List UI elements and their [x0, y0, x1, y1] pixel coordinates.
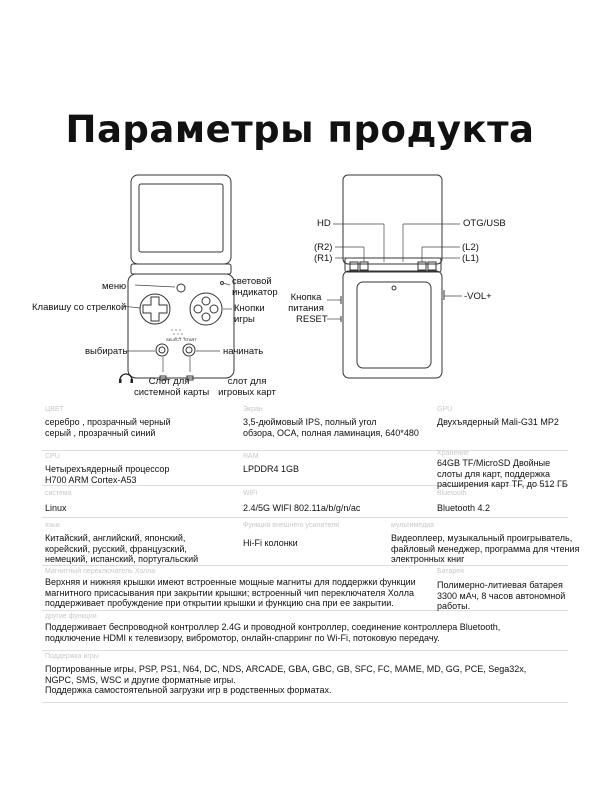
- spec-heading: RAM: [243, 453, 259, 460]
- spec-ram: [243, 452, 428, 475]
- spec-value: Bluetooth 4.2: [437, 503, 491, 513]
- spec-battery: [437, 567, 587, 612]
- row-divider: [42, 565, 568, 566]
- front-body: [128, 274, 234, 378]
- spec-value: Поддерживает беспроводной контроллер 2.4G и проводной контроллер, соединение контроллера Bluetooth, подключение HDMI к телевизору, вибромотор, онлайн-спарринг по Wi-Fi, потоковую передачу.: [45, 622, 501, 643]
- spec-amplifier: [243, 521, 393, 549]
- r-trigger: [350, 262, 358, 270]
- start-button: [183, 344, 195, 356]
- label-slot-games: слот для игровых карт: [218, 376, 276, 398]
- label-r1: (R1): [314, 253, 333, 264]
- spec-heading: CPU: [45, 453, 60, 460]
- spec-heading: другие функции: [45, 613, 97, 620]
- spec-cpu: [45, 452, 230, 485]
- spec-language: [45, 521, 235, 565]
- label-vol: -VOL+: [464, 291, 492, 302]
- spec-heading: мультимедиа: [391, 522, 434, 529]
- label-reset: RESET: [296, 314, 328, 325]
- label-otg: OTG/USB: [463, 218, 506, 229]
- spec-value: 64GB TF/MicroSD Двойные слоты для карт, поддержка расширения карт TF, до 512 ГБ: [437, 458, 568, 489]
- dpad-ring: [140, 294, 170, 324]
- battery-cover: [357, 282, 431, 368]
- menu-button: [177, 284, 185, 292]
- spec-heading: Хранение: [437, 450, 469, 457]
- l-trigger: [418, 262, 426, 270]
- row-divider: [42, 702, 568, 703]
- label-select-small: SELECT: [166, 337, 182, 342]
- spec-value: Двухъядерный Mali-G31 MP2: [437, 417, 559, 427]
- label-l1: (L1): [462, 253, 479, 264]
- front-lid: [131, 175, 231, 264]
- spec-screen: [243, 405, 428, 438]
- spec-heading: Поддержка игры: [45, 653, 99, 660]
- spec-value: Linux: [45, 503, 67, 513]
- spec-system: [45, 489, 230, 514]
- spec-heading: язык: [45, 522, 61, 529]
- dpad: [143, 297, 167, 321]
- spec-value: LPDDR4 1GB: [243, 464, 300, 474]
- label-l2: (L2): [462, 242, 479, 253]
- spec-storage: [437, 449, 587, 490]
- spec-value: серебро , прозрачный черный серый , прозрачный синий: [45, 417, 171, 438]
- label-dpad: Клавишу со стрелкой: [32, 302, 127, 313]
- spec-heading: система: [45, 490, 72, 497]
- headphone-icon: [120, 374, 132, 380]
- spec-gpu: [437, 405, 577, 428]
- page-title: Параметры продукта: [65, 108, 535, 151]
- spec-heading: GPU: [437, 406, 453, 413]
- spec-heading: Bluetooth: [437, 490, 467, 497]
- spec-heading: Магнитный переключатель Холла: [45, 568, 156, 575]
- spec-value: Верхняя и нижняя крышки имеют встроенные мощные магниты для поддержки функции магнитного присасывания при закрытии крышки; встроенный чип переключателя Холла поддерживает пробуждение при открытии крышки и функцию сна при ее закрытии.: [45, 577, 416, 608]
- spec-value: Четырехъядерный процессор H700 ARM Cortex-A53: [45, 464, 170, 485]
- label-light: световой индикатор: [232, 276, 278, 298]
- label-start: начинать: [223, 346, 264, 357]
- select-button: [156, 344, 168, 356]
- label-select: выбирать: [85, 346, 128, 357]
- spec-value: Полимерно-литиевая батарея 3300 мАч, 8 часов автономной работы.: [437, 580, 566, 611]
- buttons-ring: [190, 293, 222, 325]
- label-buttons: Кнопки игры: [234, 303, 265, 325]
- label-r2: (R2): [314, 242, 333, 253]
- label-hd: HD: [317, 218, 331, 229]
- row-divider: [42, 650, 568, 651]
- label-power: Кнопка питания: [288, 292, 324, 314]
- spec-heading: Функция внешнего усилителя: [243, 522, 339, 529]
- spec-bluetooth: [437, 489, 577, 514]
- spec-wifi: [243, 489, 428, 514]
- spec-value: 2.4/5G WIFI 802.11a/b/g/n/ac: [243, 503, 361, 513]
- spec-value: Hi-Fi колонки: [243, 538, 298, 548]
- spec-heading: ЦВЕТ: [45, 406, 64, 413]
- spec-value: Видеоплеер, музыкальный проигрыватель, файловый менеджер, программа для чтения электронных книг: [391, 533, 580, 564]
- row-divider: [42, 517, 568, 518]
- spec-heading: Экран: [243, 406, 263, 413]
- label-slot-system: Слот для системной карты: [134, 376, 210, 398]
- spec-multimedia: [391, 521, 581, 565]
- spec-hall-switch: [45, 567, 435, 609]
- spec-value: 3,5-дюймовый IPS, полный угол обзора, OCA, полная ламинация, 640*480: [243, 417, 419, 438]
- spec-value: Портированные игры, PSP, PS1, N64, DC, NDS, ARCADE, GBA, GBC, GB, SFC, FC, MAME, MD, GG, PCE, Sega32x, NGPC, SMS, WSC и другие форматные игры. Поддержка самостоятельной загрузки игр в родственных форматах.: [45, 664, 527, 695]
- spec-color: [45, 405, 230, 438]
- front-screen: [139, 184, 223, 252]
- spec-game-support: [45, 652, 565, 696]
- label-start-small: START: [184, 337, 197, 342]
- label-menu: меню: [102, 281, 127, 292]
- spec-heading: WiFi: [243, 490, 257, 497]
- back-lid: [343, 175, 442, 264]
- spec-heading: Батарея: [437, 568, 464, 575]
- spec-other-functions: [45, 612, 565, 643]
- spec-value: Китайский, английский, японский, корейский, русский, французский, немецкий, испанский, португальский: [45, 533, 199, 564]
